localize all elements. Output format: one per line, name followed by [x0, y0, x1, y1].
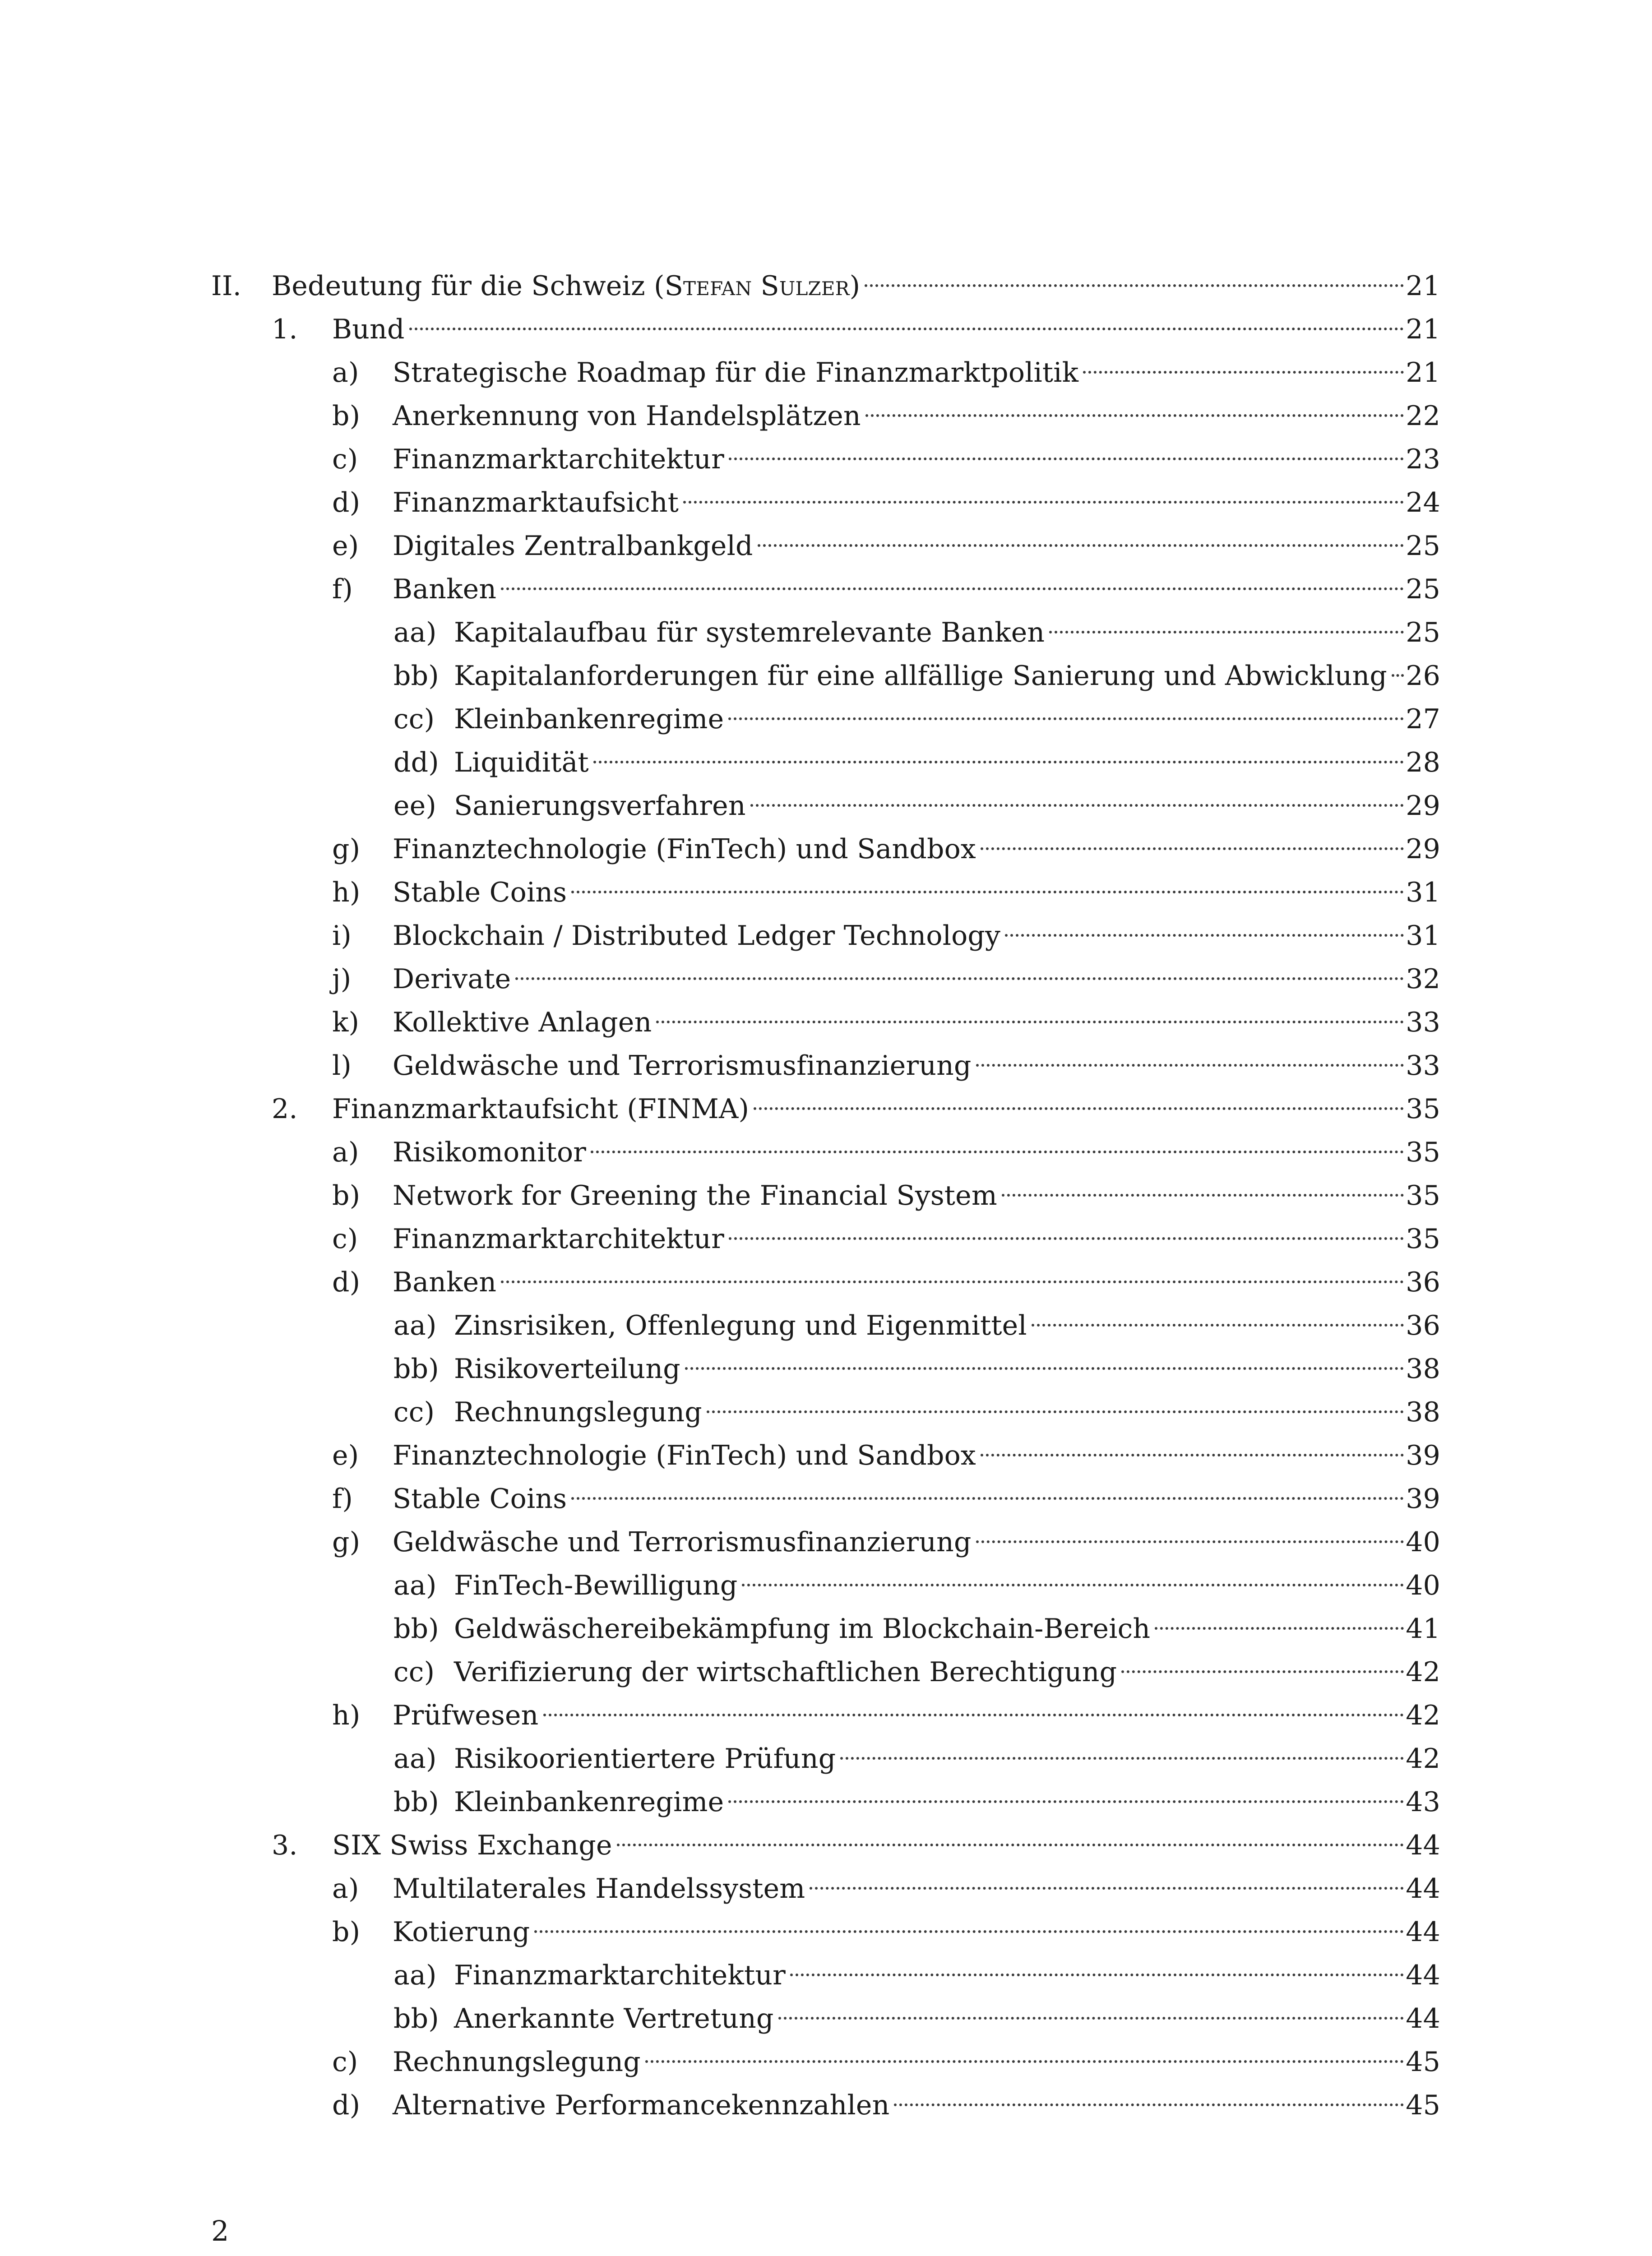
toc-entry[interactable]	[332, 1513, 1440, 1558]
toc-entry-number: a)	[332, 1137, 359, 1168]
toc-entry-number: aa)	[393, 617, 437, 648]
toc-entry-title: Blockchain / Distributed Ledger Technology	[393, 920, 1001, 952]
toc-entry[interactable]	[332, 1687, 1440, 1731]
toc-leader-dots	[501, 1253, 1404, 1291]
toc-entry[interactable]	[332, 430, 1440, 475]
toc-entry-title: Geldwäsche und Terrorismusfinanzierung	[393, 1050, 972, 1082]
toc-entry-number: d)	[332, 487, 361, 518]
toc-entry-page: 44	[1406, 1916, 1440, 1948]
toc-entry-number: dd)	[393, 747, 439, 778]
toc-entry-number: g)	[332, 833, 361, 865]
toc-entry-page: 35	[1406, 1180, 1440, 1211]
toc-entry-page: 32	[1406, 963, 1440, 995]
toc-leader-dots	[591, 1123, 1404, 1161]
toc-entry-title: Anerkennung von Handelsplätzen	[393, 400, 861, 432]
toc-entry-page: 43	[1406, 1786, 1440, 1818]
toc-entry-number: II.	[211, 270, 242, 302]
toc-entry[interactable]	[393, 1773, 1440, 1818]
toc-leader-dots	[754, 1080, 1404, 1118]
toc-entry[interactable]	[393, 1946, 1440, 1991]
toc-leader-dots	[729, 1210, 1404, 1248]
toc-entry-page: 29	[1406, 790, 1440, 822]
toc-leader-dots	[1032, 1297, 1404, 1335]
toc-entry[interactable]	[332, 2033, 1440, 2078]
toc-entry-page: 41	[1406, 1613, 1440, 1645]
toc-entry-title: Banken	[393, 573, 497, 605]
toc-entry-page: 44	[1406, 1960, 1440, 1991]
toc-entry-page: 39	[1406, 1483, 1440, 1515]
toc-entry-number: f)	[332, 573, 353, 605]
toc-entry-page: 36	[1406, 1310, 1440, 1341]
toc-entry[interactable]	[272, 1080, 1440, 1125]
toc-entry-title: Rechnungslegung	[393, 2046, 641, 2078]
toc-leader-dots	[501, 560, 1404, 598]
toc-entry-title: Strategische Roadmap für die Finanzmarktpolitik	[393, 357, 1079, 388]
toc-entry-number: b)	[332, 1916, 361, 1948]
toc-entry-page: 36	[1406, 1267, 1440, 1298]
toc-entry-number: bb)	[393, 1613, 439, 1645]
toc-leader-dots	[534, 1903, 1404, 1941]
toc-entry-page: 23	[1406, 444, 1440, 475]
toc-entry-number: b)	[332, 400, 361, 432]
toc-entry-page: 42	[1406, 1743, 1440, 1775]
toc-entry-title: Anerkannte Vertretung	[454, 2003, 774, 2034]
toc-entry-page: 35	[1406, 1137, 1440, 1168]
toc-entry-page: 25	[1406, 573, 1440, 605]
toc-entry-page: 44	[1406, 2003, 1440, 2034]
toc-entry-title: Finanzmarktarchitektur	[393, 444, 725, 475]
toc-entry-number: d)	[332, 2090, 361, 2121]
toc-entry-title: Stable Coins	[393, 877, 567, 908]
toc-leader-dots	[571, 864, 1404, 901]
toc-leader-dots	[1392, 647, 1404, 685]
toc-entry[interactable]	[332, 387, 1440, 432]
toc-entry-title: Finanzmarktarchitektur	[454, 1960, 786, 1991]
toc-leader-dots	[685, 1340, 1404, 1378]
toc-entry[interactable]	[332, 907, 1440, 952]
toc-entry-number: cc)	[393, 1656, 435, 1688]
toc-entry[interactable]	[393, 1600, 1440, 1645]
toc-leader-dots	[750, 777, 1404, 815]
toc-leader-dots	[865, 257, 1404, 295]
toc-entry-number: k)	[332, 1007, 360, 1038]
toc-entry-number: cc)	[393, 703, 435, 735]
toc-entry[interactable]	[332, 820, 1440, 865]
toc-entry-page: 29	[1406, 833, 1440, 865]
toc-entry[interactable]	[332, 1210, 1440, 1255]
toc-entry-number: 2.	[272, 1093, 298, 1125]
toc-entry[interactable]	[393, 1730, 1440, 1775]
toc-entry-title: Sanierungsverfahren	[454, 790, 746, 822]
toc-leader-dots	[617, 1817, 1404, 1854]
toc-entry[interactable]	[332, 1860, 1440, 1905]
toc-entry-title: Finanzmarktaufsicht	[393, 487, 679, 518]
toc-leader-dots	[778, 1990, 1404, 2028]
toc-entry-number: bb)	[393, 660, 439, 692]
toc-entry-page: 25	[1406, 617, 1440, 648]
toc-leader-dots	[515, 950, 1404, 988]
toc-leader-dots	[656, 994, 1404, 1031]
toc-entry-page: 21	[1406, 270, 1440, 302]
toc-entry-number: a)	[332, 1873, 359, 1905]
toc-entry-page: 38	[1406, 1353, 1440, 1385]
toc-entry[interactable]	[332, 864, 1440, 908]
toc-entry-title: Finanztechnologie (FinTech) und Sandbox	[393, 833, 976, 865]
toc-entry[interactable]	[332, 474, 1440, 518]
toc-entry-page: 24	[1406, 487, 1440, 518]
toc-entry-number: e)	[332, 1440, 359, 1471]
toc-leader-dots	[543, 1687, 1404, 1724]
toc-entry[interactable]	[393, 777, 1440, 822]
toc-entry[interactable]	[332, 1167, 1440, 1211]
toc-entry-title: Multilaterales Handelssystem	[393, 1873, 805, 1905]
toc-entry-page: 38	[1406, 1396, 1440, 1428]
toc-entry-number: g)	[332, 1526, 361, 1558]
toc-entry-number: c)	[332, 444, 358, 475]
toc-entry[interactable]	[393, 1297, 1440, 1341]
toc-entry-title: Derivate	[393, 963, 511, 995]
toc-entry-number: d)	[332, 1267, 361, 1298]
toc-entry[interactable]	[332, 994, 1440, 1038]
toc-entry[interactable]	[211, 257, 1440, 302]
toc-entry-title: Alternative Performancekennzahlen	[393, 2090, 890, 2121]
toc-entry[interactable]	[393, 604, 1440, 648]
toc-entry[interactable]	[393, 1643, 1440, 1688]
toc-entry-page: 45	[1406, 2090, 1440, 2121]
toc-leader-dots	[409, 300, 1404, 338]
toc-entry-page: 25	[1406, 530, 1440, 562]
toc-entry-title-text: Bedeutung für die Schweiz (	[272, 270, 665, 302]
toc-entry[interactable]	[272, 300, 1440, 345]
toc-entry-page: 45	[1406, 2046, 1440, 2078]
toc-leader-dots	[758, 517, 1404, 555]
toc-leader-dots	[728, 690, 1404, 728]
toc-entry-title: Stable Coins	[393, 1483, 567, 1515]
toc-entry-page: 35	[1406, 1223, 1440, 1255]
toc-leader-dots	[1155, 1600, 1404, 1638]
toc-entry-title	[272, 267, 865, 305]
toc-leader-dots	[742, 1557, 1404, 1595]
toc-entry-number: i)	[332, 920, 352, 952]
toc-entry-title: Kapitalaufbau für systemrelevante Banken	[454, 617, 1045, 648]
toc-entry-number: b)	[332, 1180, 361, 1211]
toc-entry-number: aa)	[393, 1310, 437, 1341]
toc-entry-page: 22	[1406, 400, 1440, 432]
toc-entry-title: Kollektive Anlagen	[393, 1007, 652, 1038]
toc-entry-title: Risikoorientiertere Prüfung	[454, 1743, 836, 1775]
toc-entry-page: 31	[1406, 877, 1440, 908]
toc-entry[interactable]	[332, 560, 1440, 605]
toc-entry-title: FinTech-Bewilligung	[454, 1570, 738, 1601]
toc-entry-title-end: )	[849, 270, 861, 302]
toc-leader-dots	[976, 1037, 1404, 1075]
toc-entry-page: 21	[1406, 314, 1440, 345]
toc-entry[interactable]	[332, 1253, 1440, 1298]
toc-entry[interactable]	[332, 1037, 1440, 1082]
toc-leader-dots	[981, 1427, 1404, 1465]
toc-entry-title: Bund	[332, 314, 405, 345]
toc-entry-number: c)	[332, 1223, 358, 1255]
toc-entry-title: Risikomonitor	[393, 1137, 587, 1168]
toc-entry-page: 27	[1406, 703, 1440, 735]
toc-entry-page: 40	[1406, 1570, 1440, 1601]
toc-entry-title: Banken	[393, 1267, 497, 1298]
toc-entry-title: Zinsrisiken, Offenlegung und Eigenmittel	[454, 1310, 1027, 1341]
toc-entry[interactable]	[393, 734, 1440, 778]
toc-entry-title: SIX Swiss Exchange	[332, 1830, 612, 1861]
toc-entry-number: 1.	[272, 314, 298, 345]
toc-entry-page: 42	[1406, 1656, 1440, 1688]
toc-entry-title: Geldwäsche und Terrorismusfinanzierung	[393, 1526, 972, 1558]
toc-entry-page: 44	[1406, 1873, 1440, 1905]
toc-entry-number: l)	[332, 1050, 352, 1082]
toc-leader-dots	[683, 474, 1404, 512]
toc-leader-dots	[1002, 1167, 1404, 1205]
toc-entry-title: Digitales Zentralbankgeld	[393, 530, 753, 562]
toc-entry-title: Geldwäschereibekämpfung im Blockchain-Bereich	[454, 1613, 1151, 1645]
toc-leader-dots	[840, 1730, 1404, 1768]
toc-leader-dots	[790, 1946, 1404, 1984]
toc-entry-author: Stefan Sulzer	[664, 270, 850, 302]
toc-entry-title: Rechnungslegung	[454, 1396, 702, 1428]
toc-entry-number: ee)	[393, 790, 437, 822]
toc-entry-title: Kotierung	[393, 1916, 530, 1948]
toc-leader-dots	[810, 1860, 1404, 1898]
toc-entry[interactable]	[272, 1817, 1440, 1861]
toc-entry[interactable]	[332, 1427, 1440, 1471]
toc-entry-number: 3.	[272, 1830, 298, 1861]
toc-entry-title: Verifizierung der wirtschaftlichen Berechtigung	[454, 1656, 1117, 1688]
toc-entry[interactable]	[332, 517, 1440, 562]
toc-entry-number: f)	[332, 1483, 353, 1515]
toc-entry-number: cc)	[393, 1396, 435, 1428]
toc-entry[interactable]	[332, 1903, 1440, 1948]
toc-entry-page: 35	[1406, 1093, 1440, 1125]
toc-entry-page: 31	[1406, 920, 1440, 952]
toc-entry-title: Risikoverteilung	[454, 1353, 680, 1385]
toc-entry-title: Kleinbankenregime	[454, 1786, 724, 1818]
toc-entry-title: Kapitalanforderungen für eine allfällige Sanierung und Abwicklung	[454, 660, 1387, 692]
toc-entry[interactable]	[393, 647, 1440, 692]
toc-leader-dots	[728, 1773, 1404, 1811]
toc-entry-number: aa)	[393, 1960, 437, 1991]
toc-entry[interactable]	[332, 950, 1440, 995]
page-number: 2	[211, 2214, 229, 2247]
toc-entry[interactable]	[332, 1123, 1440, 1168]
toc-leader-dots	[865, 387, 1404, 425]
toc-entry[interactable]	[332, 2076, 1440, 2121]
toc-entry[interactable]	[393, 1990, 1440, 2034]
toc-entry-number: bb)	[393, 1353, 439, 1385]
toc-entry-number: aa)	[393, 1570, 437, 1601]
toc-leader-dots	[976, 1513, 1404, 1551]
toc-entry-number: a)	[332, 357, 359, 388]
toc-entry-page: 28	[1406, 747, 1440, 778]
toc-leader-dots	[645, 2033, 1404, 2071]
toc-leader-dots	[571, 1470, 1404, 1508]
toc-entry-title: Network for Greening the Financial System	[393, 1180, 997, 1211]
toc-leader-dots	[1005, 907, 1404, 945]
toc-entry[interactable]	[393, 1340, 1440, 1385]
toc-entry[interactable]	[332, 1470, 1440, 1515]
toc-entry[interactable]	[393, 690, 1440, 735]
toc-entry-page: 40	[1406, 1526, 1440, 1558]
toc-entry-page: 42	[1406, 1700, 1440, 1731]
toc-entry-number: bb)	[393, 1786, 439, 1818]
toc-entry-title: Liquidität	[454, 747, 589, 778]
toc-entry-page: 33	[1406, 1007, 1440, 1038]
toc-entry[interactable]	[393, 1383, 1440, 1428]
toc-entry-page: 26	[1406, 660, 1440, 692]
toc-entry-title: Finanzmarktaufsicht (FINMA)	[332, 1093, 750, 1125]
toc-entry-title: Prüfwesen	[393, 1700, 539, 1731]
toc-entry-number: bb)	[393, 2003, 439, 2034]
toc-leader-dots	[894, 2076, 1404, 2114]
toc-entry-number: e)	[332, 530, 359, 562]
toc-leader-dots	[707, 1383, 1404, 1421]
toc-leader-dots	[593, 734, 1404, 772]
toc-entry-number: h)	[332, 877, 361, 908]
toc-entry-page: 44	[1406, 1830, 1440, 1861]
toc-leader-dots	[1121, 1643, 1404, 1681]
toc-entry-title: Finanzmarktarchitektur	[393, 1223, 725, 1255]
toc-entry-number: h)	[332, 1700, 361, 1731]
toc-entry[interactable]	[393, 1557, 1440, 1601]
toc-entry[interactable]	[332, 344, 1440, 388]
toc-entry-number: c)	[332, 2046, 358, 2078]
toc-leader-dots	[1049, 604, 1404, 642]
toc-entry-page: 33	[1406, 1050, 1440, 1082]
toc-leader-dots	[981, 820, 1404, 858]
toc-leader-dots	[1083, 344, 1404, 382]
toc-entry-number: aa)	[393, 1743, 437, 1775]
toc-entry-title: Finanztechnologie (FinTech) und Sandbox	[393, 1440, 976, 1471]
toc-entry-page: 21	[1406, 357, 1440, 388]
toc-entry-title: Kleinbankenregime	[454, 703, 724, 735]
toc-entry-number: j)	[332, 963, 352, 995]
toc-leader-dots	[729, 430, 1404, 468]
toc-entry-page: 39	[1406, 1440, 1440, 1471]
